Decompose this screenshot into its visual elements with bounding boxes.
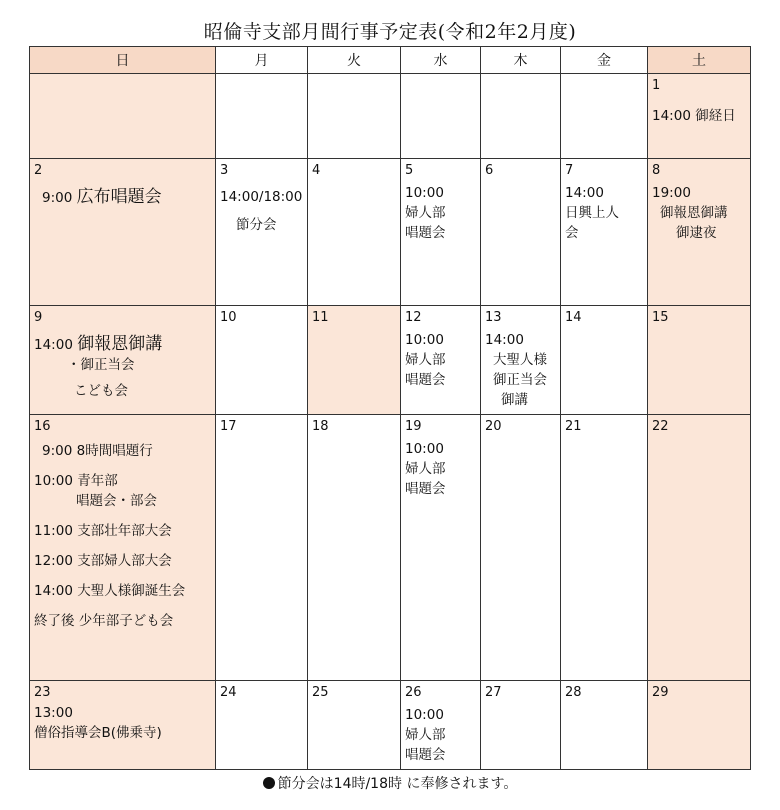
day-cell [30, 159, 216, 306]
day-cell [401, 681, 481, 770]
day-cell [308, 415, 401, 681]
weekday-header-sun: 日 [30, 47, 216, 74]
day-number: 22 [652, 419, 669, 434]
event-line: 11:00 支部壮年部大会 [34, 523, 172, 539]
day-number: 27 [485, 685, 502, 700]
day-number: 3 [220, 163, 229, 178]
day-cell [308, 159, 401, 306]
day-cell [648, 74, 751, 159]
day-cell [648, 306, 751, 415]
event-line: 婦人部 [405, 352, 446, 368]
day-number: 26 [405, 685, 422, 700]
day-number: 14 [565, 310, 582, 325]
event-line: 婦人部 [405, 727, 446, 743]
day-number: 20 [485, 419, 502, 434]
event-line [34, 334, 211, 355]
weekday-header-row [30, 47, 751, 74]
event-line: 会 [565, 225, 579, 241]
day-number: 7 [565, 163, 574, 178]
day-number: 16 [34, 419, 51, 434]
day-cell [30, 74, 216, 159]
day-cell [648, 159, 751, 306]
day-cell [481, 415, 561, 681]
day-number: 1 [652, 78, 661, 93]
day-number: 13 [485, 310, 502, 325]
event-time: 14:00 [565, 185, 604, 201]
event-line: 14:00 御経日 [652, 108, 736, 124]
event-time: 10:00 [405, 441, 444, 457]
event-line: 唱題会・部会 [76, 493, 157, 509]
event-line: こども会 [74, 383, 128, 399]
event-line: 唱題会 [405, 225, 446, 241]
day-number: 2 [34, 163, 43, 178]
event-line: 僧俗指導会B(佛乗寺) [34, 725, 162, 741]
day-cell [481, 74, 561, 159]
event-time: 10:00 [405, 185, 444, 201]
event-line: 唱題会 [405, 372, 446, 388]
day-number: 6 [485, 163, 494, 178]
event-line: 14:00 大聖人様御誕生会 [34, 583, 186, 599]
day-cell [561, 415, 648, 681]
day-cell [561, 159, 648, 306]
calendar-table [29, 46, 751, 770]
event-line: 御報恩御講 [660, 205, 728, 221]
day-cell [481, 681, 561, 770]
bullet-icon [263, 777, 275, 789]
day-cell [216, 306, 308, 415]
day-cell [216, 681, 308, 770]
weekday-header-thu: 木 [481, 47, 561, 74]
event-title: 御報恩御講 [77, 334, 163, 354]
event-line: 節分会 [236, 217, 277, 233]
event-line: 婦人部 [405, 205, 446, 221]
week-row [30, 306, 751, 415]
day-number: 28 [565, 685, 582, 700]
event-line: 御正当会 [493, 372, 547, 388]
day-cell [30, 681, 216, 770]
weekday-header-tue: 火 [308, 47, 401, 74]
event-line: 御逮夜 [676, 225, 717, 241]
event-time: 9:00 [42, 190, 73, 206]
event-line: 大聖人様 [493, 352, 547, 368]
day-cell [30, 415, 216, 681]
page-title: 昭倫寺支部月間行事予定表(令和2年2月度) [203, 21, 577, 43]
event-time: 14:00 [485, 332, 524, 348]
day-cell [401, 159, 481, 306]
event-time: 14:00/18:00 [220, 189, 303, 205]
day-number: 17 [220, 419, 237, 434]
day-cell [561, 74, 648, 159]
week-row [30, 415, 751, 681]
day-cell [481, 159, 561, 306]
day-cell [216, 415, 308, 681]
day-cell [561, 306, 648, 415]
day-cell [216, 74, 308, 159]
day-cell [308, 306, 401, 415]
day-cell [401, 306, 481, 415]
day-number: 18 [312, 419, 329, 434]
event-time: 10:00 [405, 332, 444, 348]
day-cell [30, 306, 216, 415]
day-number: 4 [312, 163, 321, 178]
weekday-header-fri: 金 [561, 47, 648, 74]
event-line: 御講 [501, 392, 528, 408]
day-number: 11 [312, 310, 329, 325]
day-cell [648, 415, 751, 681]
event-time: 19:00 [652, 185, 691, 201]
day-number: 23 [34, 685, 51, 700]
event-line: 終了後 少年部子ども会 [34, 613, 174, 629]
event-line: 婦人部 [405, 461, 446, 477]
day-number: 9 [34, 310, 43, 325]
day-number: 10 [220, 310, 237, 325]
event-line: 10:00 青年部 [34, 473, 118, 489]
event-line: 唱題会 [405, 481, 446, 497]
day-cell [561, 681, 648, 770]
week-row [30, 159, 751, 306]
event-time: 10:00 [405, 707, 444, 723]
weekday-header-mon: 月 [216, 47, 308, 74]
event-line: 日興上人 [565, 205, 619, 221]
day-number: 25 [312, 685, 329, 700]
weekday-header-wed: 水 [401, 47, 481, 74]
event-line: 12:00 支部婦人部大会 [34, 553, 172, 569]
day-cell [401, 74, 481, 159]
week-row [30, 74, 751, 159]
footer-note-text: 節分会は14時/18時 に奉修されます。 [277, 776, 518, 792]
event-line: ・御正当会 [67, 357, 135, 373]
day-cell [308, 681, 401, 770]
day-cell [308, 74, 401, 159]
day-number: 21 [565, 419, 582, 434]
event-time: 13:00 [34, 705, 73, 721]
day-number: 12 [405, 310, 422, 325]
day-number: 5 [405, 163, 414, 178]
day-number: 8 [652, 163, 661, 178]
day-number: 15 [652, 310, 669, 325]
day-cell [401, 415, 481, 681]
week-row [30, 681, 751, 770]
day-number: 29 [652, 685, 669, 700]
day-cell [648, 681, 751, 770]
day-cell [481, 306, 561, 415]
event-line: 9:00 8時間唱題行 [42, 443, 153, 459]
event-line [34, 187, 211, 208]
event-time: 14:00 [34, 337, 73, 353]
day-cell [216, 159, 308, 306]
day-number: 24 [220, 685, 237, 700]
event-title: 広布唱題会 [76, 187, 162, 207]
weekday-header-sat: 土 [648, 47, 751, 74]
footer-note [0, 773, 780, 793]
day-number: 19 [405, 419, 422, 434]
event-line: 唱題会 [405, 747, 446, 763]
